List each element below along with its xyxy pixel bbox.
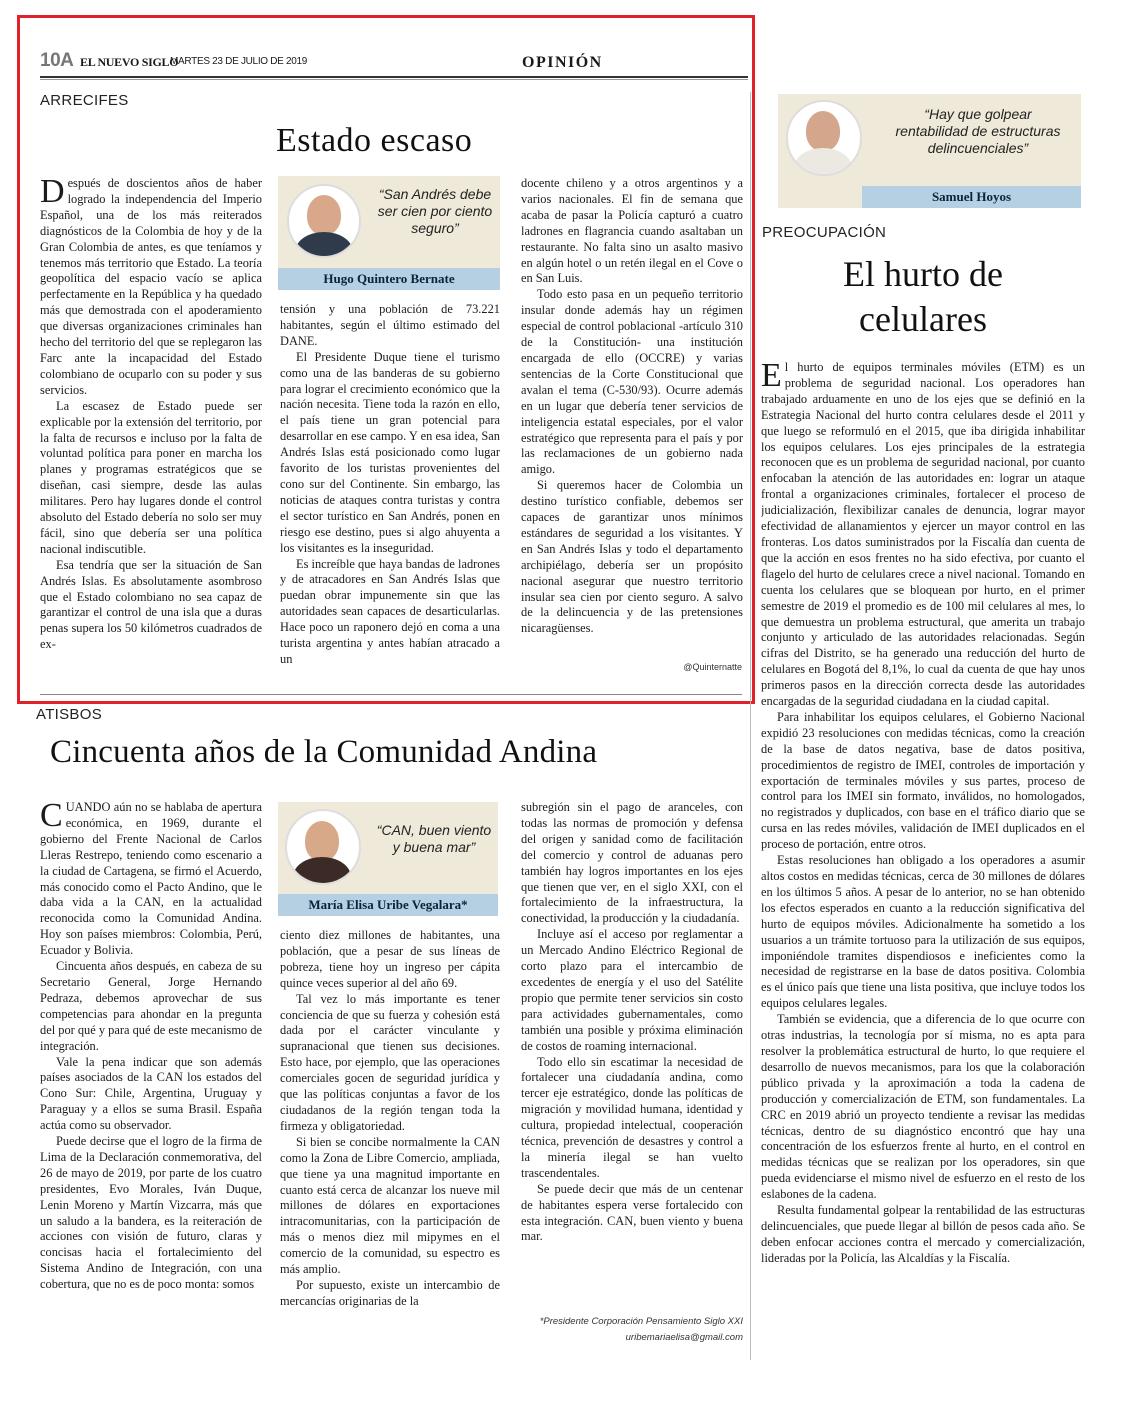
article-paragraph: Esa tendría que ser la situación de San Andrés Islas. Es absolutamente asombroso que el Estado colombiano no sea capaz de garantizar el control de una isla que a duras penas supera los 50 kilómetros cuadrados de ex- bbox=[40, 557, 262, 652]
article3-headline: El hurto de celulares bbox=[843, 254, 1003, 339]
article-paragraph: Por supuesto, existe un intercambio de mercancías originarias de la bbox=[280, 1277, 500, 1308]
article3-author: Samuel Hoyos bbox=[862, 186, 1081, 208]
article-paragraph: También se evidencia, que a diferencia de lo que ocurre con otras industrias, la tecnología por sí misma, no es apta para resolver la problemática estructural de hurto, lo que requiere el desarrollo de nuevos mecanismos, para los que la colaboración público privada y la aproximación a toda la cadena de producción y comercialización de ETM, son fundamentales. La CRC en 2019 abrió un proyecto tendiente a revisar las medidas técnicas, dentro de su diagnóstico encontró que hay una concentración de los esfuerzos frente al hurto, en el control en medidas técnicas que se realizan por los operadores, sin que pueda evidenciarse el mismo nivel de esfuerzo en el resto de los eslabones de la cadena. bbox=[761, 1012, 1085, 1202]
article1-quote-box bbox=[278, 176, 500, 290]
article1-pull-quote: “San Andrés debe ser cien por ciento seguro” bbox=[377, 186, 493, 236]
article1-kicker: ARRECIFES bbox=[40, 92, 129, 109]
newspaper-name: EL NUEVO SIGLO bbox=[80, 55, 179, 69]
article2-pull-quote: “CAN, buen viento y buena mar” bbox=[376, 822, 492, 855]
column-divider bbox=[750, 92, 751, 1360]
drop-cap: C bbox=[40, 800, 63, 834]
author-photo-samuel bbox=[786, 100, 862, 176]
article1-column-3 bbox=[521, 176, 743, 660]
article-paragraph: Es increíble que haya bandas de ladrones y de atracadores en San Andrés Islas que puedan obrar impunemente sin que las autoridades sean capaces de desarticularlas. Hace poco un raponero dejó en coma a una turista argentina y antes habían atracado a un bbox=[280, 556, 500, 666]
article1-twitter-handle: @Quinternatte bbox=[683, 662, 742, 672]
article-paragraph: Para inhabilitar los equipos celulares, el Gobierno Nacional expidió 23 resoluciones con medidas técnicas, como la creación de la base de datos negativa, base de datos positiva, procedimientos de registro de IMEI, controles de importación y exportación de terminales móviles y sus partes, proceso de control para los IMEI sin formato, inválidos, no homologados, no registrados y duplicados, con base en el tráfico diario que se cursa en las redes móviles, validación de IMEI duplicados en el proceso de portación, entre otros. bbox=[761, 709, 1085, 852]
article2-email: uribemariaelisa@gmail.com bbox=[625, 1332, 743, 1343]
page-number: 10A bbox=[40, 50, 74, 71]
author-photo-maria-elisa bbox=[285, 809, 361, 885]
drop-cap: D bbox=[40, 176, 65, 210]
article-paragraph: El Presidente Duque tiene el turismo como una de las banderas de su gobierno para lograr el crecimiento económico que la nación necesita. Tiene toda la razón en ello, el país tiene un gran potencial para desarrollar en ese campo. Y en esa idea, San Andrés Islas está posicionado como lugar favorito de los turistas provenientes del cono sur del Continente. Sin embargo, las noticias de ataques contra turistas y contra el sector turístico en San Andrés, ponen en riesgo ese destino, pues si algo ahuyenta a los visitantes es la inseguridad. bbox=[280, 349, 500, 555]
article1-column-2 bbox=[280, 302, 500, 674]
masthead-rule bbox=[40, 76, 748, 78]
article1-column-1 bbox=[40, 176, 262, 674]
article-paragraph: tensión y una población de 73.221 habitantes, según el último estimado del DANE. bbox=[280, 302, 500, 348]
article2-column-2 bbox=[280, 928, 500, 1352]
section-divider bbox=[40, 694, 742, 695]
article-paragraph: Se puede decir que más de un centenar de habitantes espera verse fortalecido con esta integración. CAN, buen viento y buena mar. bbox=[521, 1181, 743, 1244]
article-paragraph: Resulta fundamental golpear la rentabilidad de las estructuras delincuenciales, que puede llegar al billón de pesos cada año. Se deben enfocar acciones contra el mercado y comercialización, lideradas por la Policía, las Alcaldías y la Fiscalía. bbox=[761, 1203, 1085, 1265]
article-paragraph: docente chileno y a otros argentinos y a varios nacionales. El fin de semana que acaba de pasar la Policía capturó a cuatro ladrones en flagrancia cuando asaltaban un restaurante. No falta sino un asalto masivo en algún hotel o un retén ilegal en el Cove o en San Luis. bbox=[521, 176, 743, 286]
article-paragraph: Puede decirse que el logro de la firma de Lima de la Declaración conmemorativa, del 26 de mayo de 2019, por parte de los cuatro presidentes, Evo Morales, Iván Duque, Lenin Moreno y Martín Vizcarra, más que un saludo a la bandera, es la reiteración de acciones con visión de futuro, claras y concisas hacia el fortalecimiento del Sistema Andino de Integración, con una cobertura, que no es de poco monta: somos bbox=[40, 1134, 262, 1292]
article2-quote-box bbox=[278, 802, 498, 916]
section-title: OPINIÓN bbox=[522, 54, 603, 71]
article-paragraph: Incluye así el acceso por reglamentar a un Mercado Andino Eléctrico Regional de corto plazo para el intercambio de excedentes de energía y el uso del Satélite propio que permite tener servicios sin costo para actividades gubernamentales, como también una posible y próxima eliminación de costos de roaming internacional. bbox=[521, 927, 743, 1053]
article3-pull-quote: “Hay que golpear rentabilidad de estructuras delincuenciales” bbox=[895, 106, 1061, 156]
article3-quote-box bbox=[778, 94, 1081, 208]
article1-author: Hugo Quintero Bernate bbox=[278, 268, 500, 290]
article3-body bbox=[761, 360, 1085, 1352]
issue-date: MARTES 23 DE JULIO DE 2019 bbox=[170, 56, 308, 67]
article1-headline: Estado escaso bbox=[276, 122, 473, 159]
article-paragraph: ciento diez millones de habitantes, una población, que a pesar de sus líneas de pobreza, tiene hoy un ingreso per cápita quince veces superior al del año 69. bbox=[280, 928, 500, 990]
article3-kicker: PREOCUPACIÓN bbox=[762, 224, 887, 241]
article2-headline: Cincuenta años de la Comunidad Andina bbox=[50, 734, 598, 770]
article-paragraph: Tal vez lo más importante es tener conciencia de que su fuerza y cohesión está dada por el carácter vinculante y supranacional que tienen sus decisiones. Esto hace, por ejemplo, que las operaciones comerciales gocen de seguridad jurídica y que las políticas conjuntas a favor de los ciudadanos de la región tengan toda la firmeza y obligatoriedad. bbox=[280, 991, 500, 1133]
article-paragraph: Vale la pena indicar que son además países asociados de la CAN los estados del Cono Sur: Chile, Argentina, Uruguay y Paraguay y a ellos se suma Brasil. España actúa como su observador. bbox=[40, 1054, 262, 1133]
article-paragraph: Cincuenta años después, en cabeza de su Secretario General, Jorge Hernando Pedraza, debemos aprovechar de sus competencias para ahondar en la pregunta del por qué y para qué de este mecanismo de integración. bbox=[40, 959, 262, 1053]
article-paragraph: subregión sin el pago de aranceles, con todas las normas de promoción y defensa del origen y sanidad como de facilitación del comercio y control de aduanas pero también hay logros importantes en los ejes que tienen que ver, en el siglo XXI, con el fortalecimiento de la infraestructura, la conectividad, la producción y la ciudadanía. bbox=[521, 800, 743, 926]
article-paragraph: El hurto de equipos terminales móviles (ETM) es un problema de seguridad nacional. Los operadores han trabajado arduamente en uno de los ejes que se definió en la Estrategia Nacional del hurto contra celulares desde el 2011 y que luego se reformuló en el 2015, que iba dirigida inhabilitar los equipos celulares. Los ejes principales de la estrategia reconocen que es un problema de seguridad nacional, por cuanto enfocaban la atención de las autoridades en: lograr un ataque frontal a organizaciones criminales, fortalecer el proceso de judicialización, flexibilizar canales de denuncia, lograr mayor efectividad de allanamientos y ejercer un mayor control en las fronteras. Los datos suministrados por la Fiscalía dan cuenta de que la acción en esos frentes no ha sido efectiva, por cuanto el flagelo del hurto de celulares crece a nivel nacional. Tomando en cuenta los celulares que se bloquean por hurto, en el primer semestre de 2019 el promedio es de 100 mil celulares al mes, lo que demuestra un problema estructural, que amerita un trabajo conjunto y articulado de las autoridades relacionadas. Según cifras del Distrito, se ha generado una reducción del hurto de celulares en Bogotá del 8,1%, lo cual da cuenta de que hay unos primeros pasos en la dirección correcta desde las autoridades encargadas de la seguridad ciudadana en la ciudad capital. bbox=[761, 360, 1085, 709]
drop-cap: E bbox=[761, 360, 782, 394]
article-paragraph: Después de doscientos años de haber logrado la independencia del Imperio Español, una de los más reiterados diagnósticos de la Colombia de hoy y de la Gran Colombia de antes, es que teníamos y tenemos más territorio que Estado. La teoría geopolítica del espacio vacío se aplica perfectamente en la República y ha quedado más que demostrada con el apoderamiento que diversas organizaciones criminales han hecho del territorio del que se replegaron las Farc ante la incapacidad del Estado colombiano de ocuparlo con su poder y sus servicios. bbox=[40, 176, 262, 397]
author-photo-hugo bbox=[287, 184, 361, 258]
article-paragraph: Si queremos hacer de Colombia un destino turístico confiable, debemos ser capaces de garantizar unos mínimos estándares de seguridad a los visitantes. Y en San Andrés Islas y todo el departamento archipiélago, debería ser un propósito nacional asegurar que nuestro territorio insular sea cien por ciento seguro. A salvo de la delincuencia y de las pretensiones nicaragüenses. bbox=[521, 478, 743, 636]
article2-author: María Elisa Uribe Vegalara* bbox=[278, 894, 498, 916]
article-paragraph: CUANDO aún no se hablaba de apertura económica, en 1969, durante el gobierno del Frente Nacional de Carlos Lleras Restrepo, teniendo como escenario a la ciudad de Cartagena, se firmó el Acuerdo, más conocido como el Pacto Andino, que le daba vida a la CAN, en la actualidad reconocida como la Comunidad Andina. Hoy son países miembros: Colombia, Perú, Ecuador y Bolivia. bbox=[40, 800, 262, 958]
article-paragraph: Todo esto pasa en un pequeño territorio insular donde además hay un régimen especial de control poblacional -artículo 310 de la Constitución- una institución encargada de ello (OCCRE) y varias sentencias de la Corte Constitucional que avalan el tema (C-530/93). Ocurre además en un lugar que debería tener servicios de inteligencia estatal especiales, por el valor estratégico que representa para el país y por las reclamaciones de un gobierno nada amigo. bbox=[521, 287, 743, 477]
article-paragraph: Estas resoluciones han obligado a los operadores a asumir altos costos en medidas técnicas, cerca de 30 millones de dólares en los últimos 5 años. A pesar de lo anterior, no se han obtenido los efectos esperados en cuanto a la reducción significativa del hurto de equipos móviles. Adicionalmente ha sometido a los usuarios a un trámite tortuoso para la utilización de sus equipos, imponiéndole tramites dispendiosos e ineficientes como la necesidad de registrarse en la base de datos positiva. Colombia es el único país que tiene una lista positiva, que incluye todos los equipos celulares legales. bbox=[761, 853, 1085, 1011]
article-paragraph: Si bien se concibe normalmente la CAN como la Zona de Libre Comercio, ampliada, que tiene ya una magnitud importante en cuanto está cerca de alcanzar los nueve mil millones de dólares en exportaciones intracomunitarias, con la participación de más o menos diez mil mipymes en el comercio de la comunidad, su espectro es más amplio. bbox=[280, 1134, 500, 1277]
masthead-rule-thin bbox=[40, 79, 748, 80]
article-paragraph: La escasez de Estado puede ser explicable por la extensión del territorio, por la falta de recursos e incluso por la falta de voluntad política para poner en marcha los planes y programas estratégicos que se diseñan, casi siempre, desde las aulas militares. Pero hay lugares donde el control absoluto del Estado debería no solo ser muy fácil, sino que debería ser una política nacional indiscutible. bbox=[40, 398, 262, 556]
article-paragraph: Todo ello sin escatimar la necesidad de fortalecer una ciudadanía andina, como tercer eje estratégico, donde las políticas de migración y movilidad humana, identidad y cultura, propiedad intelectual, cooperación técnica, prevención de desastres y control a la minería ilegal se han vuelto trascendentales. bbox=[521, 1054, 743, 1180]
article2-column-3 bbox=[521, 800, 743, 1314]
article2-column-1 bbox=[40, 800, 262, 1350]
article2-footnote: *Presidente Corporación Pensamiento Siglo XXI bbox=[539, 1316, 743, 1327]
article2-kicker: ATISBOS bbox=[36, 706, 103, 723]
